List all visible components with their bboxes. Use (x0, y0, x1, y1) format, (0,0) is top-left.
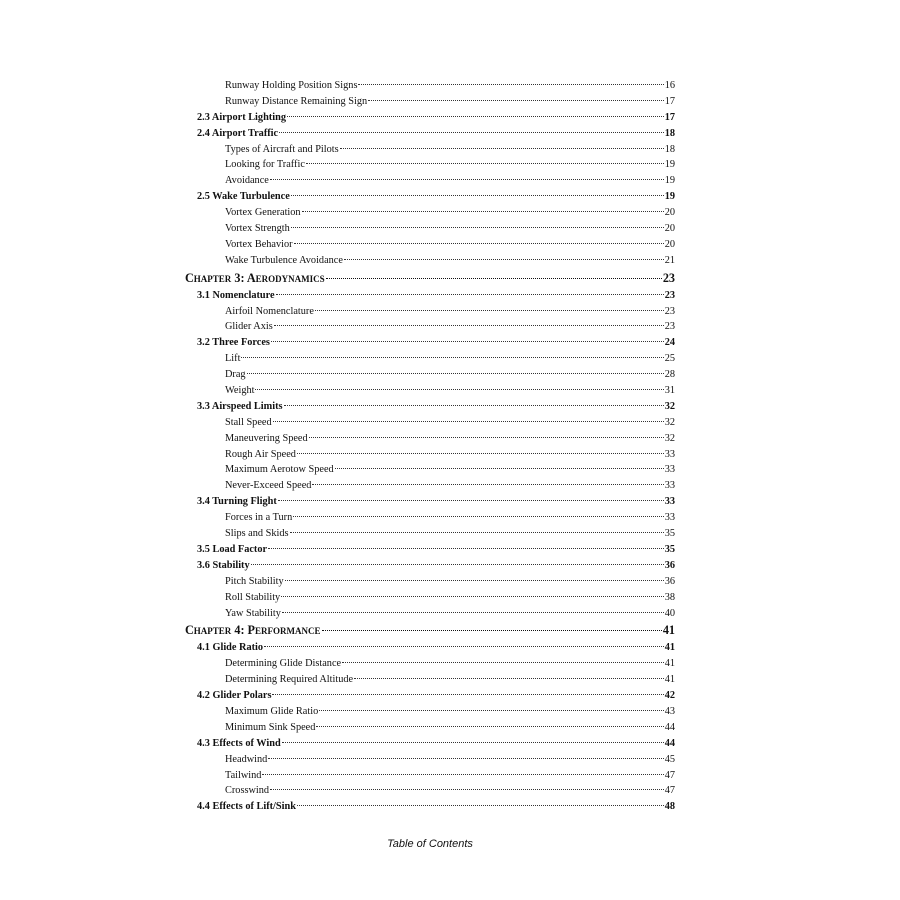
toc-subsection-entry[interactable] (185, 754, 675, 770)
dot-leader (247, 373, 664, 374)
toc-subsection-entry[interactable] (185, 223, 675, 239)
toc-entry-title: Glider Axis (225, 321, 273, 333)
toc-subsection-entry[interactable] (185, 159, 675, 175)
toc-entry-title: Avoidance (225, 175, 269, 187)
toc-entry-page-number: 28 (664, 369, 675, 381)
toc-section-entry[interactable] (185, 544, 675, 560)
toc-entry-page-number: 21 (664, 254, 675, 266)
toc-chapter-entry[interactable] (185, 623, 675, 642)
toc-entry-title: Runway Holding Position Signs (225, 80, 358, 91)
toc-entry-title: Roll Stability (225, 591, 281, 603)
toc-entry-title: Wake Turbulence Avoidance (225, 254, 343, 266)
toc-entry-title: 3.3 Airspeed Limits (197, 400, 283, 412)
toc-entry-title: 2.4 Airport Traffic (197, 127, 279, 139)
toc-section-entry[interactable] (185, 560, 675, 576)
toc-section-entry[interactable] (185, 690, 675, 706)
toc-entry-page-number: 32 (664, 416, 675, 428)
toc-entry-title: 4.2 Glider Polars (197, 690, 272, 702)
toc-entry-title: Maximum Aerotow Speed (225, 464, 334, 476)
toc-entry-title: Maximum Glide Ratio (225, 705, 319, 717)
toc-entry-page-number: 40 (664, 607, 675, 619)
toc-entry-title: Airfoil Nomenclature (225, 305, 314, 317)
toc-entry-page-number: 47 (664, 769, 675, 781)
toc-subsection-entry[interactable] (185, 433, 675, 449)
toc-entry-page-number: 18 (664, 127, 675, 139)
toc-subsection-entry[interactable] (185, 674, 675, 690)
dot-leader (282, 742, 664, 743)
dot-leader (264, 646, 664, 647)
dot-leader (306, 163, 664, 164)
toc-entry-title: 3.2 Three Forces (197, 337, 270, 349)
dot-leader (297, 805, 664, 806)
dot-leader (268, 548, 664, 549)
toc-entry-title: Determining Glide Distance (225, 658, 342, 670)
dot-leader (276, 294, 664, 295)
dot-leader (278, 500, 664, 501)
dot-leader (335, 468, 664, 469)
dot-leader (270, 179, 664, 180)
toc-subsection-entry[interactable] (185, 480, 675, 496)
toc-entry-title: Yaw Stability (225, 607, 281, 619)
toc-entry-title: Vortex Behavior (225, 238, 293, 250)
dot-leader (312, 484, 663, 485)
toc-entry-page-number: 35 (664, 528, 675, 540)
toc-entry-page-number: 23 (664, 289, 675, 301)
dot-leader (342, 662, 664, 663)
dot-leader (358, 84, 663, 85)
toc-section-entry[interactable] (185, 738, 675, 754)
toc-subsection-entry[interactable] (185, 239, 675, 255)
toc-subsection-entry[interactable] (185, 80, 675, 96)
dot-leader (287, 116, 664, 117)
dot-leader (309, 437, 664, 438)
toc-entry-page-number: 25 (664, 353, 675, 365)
toc-entry-page-number: 16 (664, 80, 675, 91)
dot-leader (368, 100, 664, 101)
toc-subsection-entry[interactable] (185, 369, 675, 385)
toc-entry-page-number: 41 (662, 623, 675, 638)
toc-entry-title: 2.3 Airport Lighting (197, 111, 286, 123)
toc-entry-title: Stall Speed (225, 416, 272, 428)
toc-entry-title: Maneuvering Speed (225, 432, 308, 444)
dot-leader (281, 596, 663, 597)
table-of-contents (185, 80, 675, 817)
toc-entry-title: Looking for Traffic (225, 159, 305, 171)
toc-entry-title: 2.5 Wake Turbulence (197, 191, 290, 203)
toc-entry-page-number: 41 (664, 642, 675, 654)
toc-subsection-entry[interactable] (185, 385, 675, 401)
toc-subsection-entry[interactable] (185, 722, 675, 738)
toc-entry-title: Rough Air Speed (225, 448, 296, 460)
toc-entry-title: Runway Distance Remaining Sign (225, 95, 368, 107)
dot-leader (270, 789, 664, 790)
toc-entry-page-number: 20 (664, 238, 675, 250)
toc-entry-page-number: 33 (664, 480, 675, 492)
toc-subsection-entry[interactable] (185, 353, 675, 369)
toc-entry-title: Chapter 3: Aerodynamics (185, 270, 325, 285)
toc-entry-page-number: 35 (664, 543, 675, 555)
toc-entry-page-number: 36 (664, 559, 675, 571)
toc-section-entry[interactable] (185, 128, 675, 144)
dot-leader (262, 774, 663, 775)
toc-entry-page-number: 44 (664, 737, 675, 749)
dot-leader (290, 532, 664, 533)
toc-section-entry[interactable] (185, 112, 675, 128)
dot-leader (285, 580, 664, 581)
toc-entry-title: Forces in a Turn (225, 512, 293, 524)
toc-section-entry[interactable] (185, 290, 675, 306)
toc-subsection-entry[interactable] (185, 306, 675, 322)
toc-entry-page-number: 32 (664, 432, 675, 444)
toc-entry-page-number: 20 (664, 223, 675, 235)
dot-leader (291, 195, 664, 196)
toc-section-entry[interactable] (185, 801, 675, 817)
dot-leader (291, 227, 664, 228)
toc-entry-title: 3.4 Turning Flight (197, 496, 277, 508)
dot-leader (319, 710, 663, 711)
toc-entry-page-number: 33 (664, 448, 675, 460)
toc-entry-page-number: 33 (664, 512, 675, 524)
toc-subsection-entry[interactable] (185, 592, 675, 608)
toc-section-entry[interactable] (185, 337, 675, 353)
toc-subsection-entry[interactable] (185, 96, 675, 112)
dot-leader (255, 389, 663, 390)
toc-section-entry[interactable] (185, 401, 675, 417)
toc-entry-page-number: 23 (664, 321, 675, 333)
toc-entry-page-number: 20 (664, 207, 675, 219)
toc-chapter-entry[interactable] (185, 271, 675, 290)
toc-subsection-entry[interactable] (185, 449, 675, 465)
toc-entry-title: Minimum Sink Speed (225, 721, 316, 733)
toc-entry-page-number: 33 (664, 464, 675, 476)
dot-leader (251, 564, 664, 565)
dot-leader (326, 278, 662, 279)
toc-subsection-entry[interactable] (185, 175, 675, 191)
toc-entry-page-number: 31 (664, 385, 675, 397)
dot-leader (293, 516, 663, 517)
toc-entry-page-number: 24 (664, 337, 675, 349)
toc-subsection-entry[interactable] (185, 207, 675, 223)
toc-entry-page-number: 17 (664, 111, 675, 123)
toc-section-entry[interactable] (185, 191, 675, 207)
dot-leader (268, 758, 663, 759)
toc-subsection-entry[interactable] (185, 417, 675, 433)
toc-entry-title: 3.5 Load Factor (197, 543, 268, 555)
toc-entry-title: 4.3 Effects of Wind (197, 737, 281, 749)
dot-leader (322, 630, 662, 631)
toc-entry-title: Headwind (225, 753, 268, 765)
dot-leader (274, 325, 664, 326)
toc-section-entry[interactable] (185, 496, 675, 512)
toc-subsection-entry[interactable] (185, 770, 675, 786)
toc-entry-title: Pitch Stability (225, 575, 284, 587)
dot-leader (241, 357, 663, 358)
dot-leader (272, 694, 663, 695)
dot-leader (302, 211, 664, 212)
toc-entry-title: Tailwind (225, 769, 262, 781)
toc-subsection-entry[interactable] (185, 144, 675, 160)
toc-subsection-entry[interactable] (185, 321, 675, 337)
dot-leader (273, 421, 664, 422)
toc-subsection-entry[interactable] (185, 658, 675, 674)
toc-entry-title: 3.6 Stability (197, 559, 250, 571)
toc-subsection-entry[interactable] (185, 528, 675, 544)
toc-entry-title: Drag (225, 369, 246, 381)
dot-leader (294, 243, 664, 244)
toc-entry-page-number: 45 (664, 753, 675, 765)
toc-entry-page-number: 23 (662, 270, 675, 285)
dot-leader (297, 453, 664, 454)
toc-entry-page-number: 32 (664, 400, 675, 412)
toc-subsection-entry[interactable] (185, 464, 675, 480)
dot-leader (344, 259, 664, 260)
toc-entry-page-number: 19 (664, 159, 675, 171)
dot-leader (279, 132, 664, 133)
toc-entry-title: Lift (225, 353, 241, 365)
toc-entry-title: Chapter 4: Performance (185, 623, 321, 638)
dot-leader (316, 726, 663, 727)
dot-leader (282, 612, 664, 613)
toc-entry-page-number: 19 (664, 175, 675, 187)
toc-entry-title: Weight (225, 385, 255, 397)
toc-entry-page-number: 43 (664, 705, 675, 717)
toc-section-entry[interactable] (185, 642, 675, 658)
toc-subsection-entry[interactable] (185, 255, 675, 271)
toc-entry-page-number: 48 (664, 801, 675, 813)
toc-entry-page-number: 41 (664, 658, 675, 670)
toc-subsection-entry[interactable] (185, 576, 675, 592)
toc-entry-page-number: 18 (664, 143, 675, 155)
toc-entry-title: Crosswind (225, 785, 270, 797)
toc-entry-page-number: 19 (664, 191, 675, 203)
toc-entry-page-number: 23 (664, 305, 675, 317)
toc-entry-page-number: 42 (664, 690, 675, 702)
dot-leader (315, 310, 664, 311)
toc-entry-title: 3.1 Nomenclature (197, 289, 275, 301)
toc-entry-title: Slips and Skids (225, 528, 289, 540)
dot-leader (271, 341, 664, 342)
dot-leader (340, 148, 664, 149)
toc-entry-title: Types of Aircraft and Pilots (225, 143, 339, 155)
toc-entry-page-number: 38 (664, 591, 675, 603)
toc-entry-title: 4.1 Glide Ratio (197, 642, 264, 654)
toc-entry-page-number: 17 (664, 95, 675, 107)
toc-entry-page-number: 36 (664, 575, 675, 587)
toc-entry-title: Determining Required Altitude (225, 674, 354, 686)
toc-entry-page-number: 41 (664, 674, 675, 686)
dot-leader (354, 678, 664, 679)
toc-subsection-entry[interactable] (185, 512, 675, 528)
toc-subsection-entry[interactable] (185, 608, 675, 624)
toc-entry-page-number: 33 (664, 496, 675, 508)
page-footer: Table of Contents (387, 838, 473, 850)
toc-entry-page-number: 44 (664, 721, 675, 733)
toc-subsection-entry[interactable] (185, 785, 675, 801)
toc-entry-title: Never-Exceed Speed (225, 480, 312, 492)
toc-entry-title: 4.4 Effects of Lift/Sink (197, 801, 296, 813)
toc-subsection-entry[interactable] (185, 706, 675, 722)
toc-entry-title: Vortex Generation (225, 207, 301, 219)
toc-entry-title: Vortex Strength (225, 223, 290, 235)
toc-entry-page-number: 47 (664, 785, 675, 797)
dot-leader (284, 405, 664, 406)
